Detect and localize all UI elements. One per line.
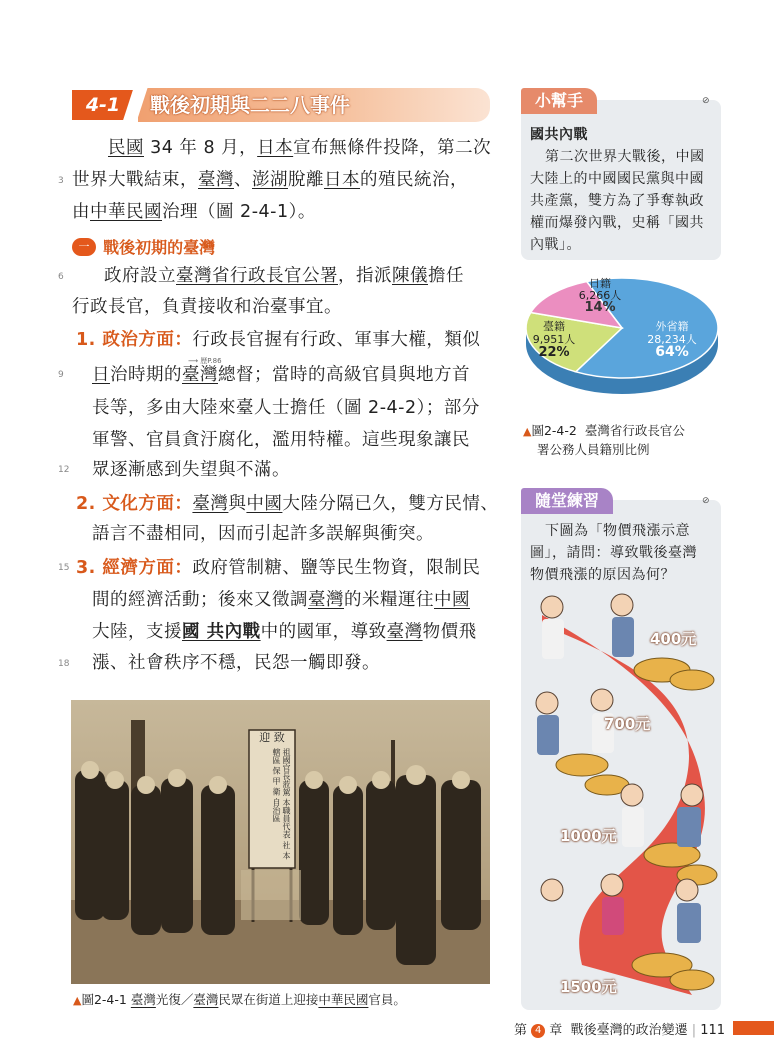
point2-label: 2. 文化方面： [76, 494, 193, 514]
footer-accent-bar [733, 1021, 774, 1035]
para1-line1: 民國 34 年 8 月，日本宣布無條件投降，第二次 [108, 138, 492, 158]
point1-line3: 長等，多由大陸來臺人士擔任（圖 2-4-2）；部分 [92, 398, 480, 418]
para2-line1: 政府設立臺灣省行政長官公署，指派陳儀擔任 [104, 266, 464, 286]
slice-label-taiwanese: 臺籍 9,951人 22% [532, 320, 576, 360]
point3-label: 3. 經濟方面： [76, 558, 193, 578]
point1-line5: 眾逐漸感到失望與不滿。 [92, 460, 290, 480]
price-label: 400元 [650, 630, 697, 648]
chapter-number: 4 [531, 1024, 545, 1038]
slice-label-japanese: 日籍 6,266人 14% [578, 277, 622, 315]
page-number: 111 [700, 1023, 726, 1038]
section-header [72, 88, 490, 122]
point1-line1: 1. 政治方面：行政長官握有行政、軍事大權，類似 [76, 330, 481, 350]
price-label: 700元 [604, 715, 651, 733]
pin-icon: ⊘ [702, 96, 710, 106]
banner-text: 祖國官長蒞駕 本職員代表 社 本轄區 保 甲 衛 自治區 [272, 748, 291, 860]
line-number: 9 [58, 370, 64, 380]
line-number: 12 [58, 465, 70, 475]
line-number: 6 [58, 272, 64, 282]
practice-line: 下圖為「物價飛漲示意 [545, 523, 690, 539]
practice-line: 物價飛漲的原因為何？ [530, 567, 675, 583]
practice-line: 圖」，請問：導致戰後臺灣 [530, 545, 697, 561]
para2-line2: 行政長官，負責接收和治臺事宜。 [72, 297, 342, 317]
helper-line: 共產黨，雙方為了爭奪執政 [530, 193, 704, 209]
para1-line3: 由中華民國治理（圖 2-4-1）。 [72, 202, 316, 222]
point1-label: 1. 政治方面： [76, 330, 193, 350]
line-number: 3 [58, 176, 64, 186]
point2-line1: 2. 文化方面：臺灣與中國大陸分隔已久，雙方民情、 [76, 494, 499, 514]
page-reference: ⟶ 歷P.86 [188, 357, 222, 365]
helper-tab: 小幫手 [521, 88, 597, 114]
section-number: 4-1 [72, 90, 134, 120]
line-number: 18 [58, 659, 70, 669]
point3-line1: 3. 經濟方面：政府管制糖、鹽等民生物資，限制民 [76, 558, 481, 578]
subheading [72, 235, 215, 257]
section-title: 戰後初期與二二八事件 [150, 93, 350, 117]
subheading-text: 戰後初期的臺灣 [103, 238, 216, 257]
term: 民國 [108, 138, 144, 158]
helper-line: 第二次世界大戰後，中國 [545, 149, 705, 165]
helper-line: 大陸上的中國國民黨與中國 [530, 171, 704, 187]
historical-photo [71, 700, 490, 984]
caption-triangle-icon: ▲ [523, 425, 532, 438]
point3-line3: 大陸，支援國 共內戰中的國軍，導致臺灣物價飛 [92, 622, 477, 642]
point2-line2: 語言不盡相同，因而引起許多誤解與衝突。 [92, 524, 434, 544]
slice-label-mainland: 外省籍 28,234人 64% [647, 320, 697, 360]
term: 日本 [257, 138, 294, 158]
chapter-title: 戰後臺灣的政治變遷 [570, 1023, 688, 1038]
point1-line4: 軍警、官員貪汙腐化，濫用特權。這些現象讓民 [92, 430, 470, 450]
price-label: 1500元 [560, 978, 617, 996]
helper-heading: 國共內戰 [530, 127, 588, 143]
subheading-badge: 一 [72, 238, 96, 256]
point3-line4: 漲、社會秩序不穩，民怨一觸即發。 [92, 653, 380, 673]
point1-line2: 日治時期的臺灣總督；當時的高級官員與地方首 [92, 365, 470, 385]
para1-line2: 世界大戰結束，臺灣、澎湖脫離日本的殖民統治， [72, 170, 468, 190]
line-number: 15 [58, 563, 70, 573]
pin-icon: ⊘ [702, 496, 710, 506]
price-label: 1000元 [560, 827, 617, 845]
helper-line: 權而爆發內戰，史稱「國共 [530, 215, 704, 231]
caption-triangle-icon: ▲ [73, 994, 82, 1007]
helper-line: 內戰」。 [530, 237, 581, 253]
page-footer: 第 4 章 戰後臺灣的政治變遷 | 111 [514, 1023, 726, 1038]
photo-caption: ▲圖2-4-1 臺灣光復／臺灣民眾在街道上迎接中華民國官員。 [73, 992, 406, 1007]
banner-heading: 迎 致 [259, 731, 285, 744]
practice-tab: 隨堂練習 [521, 488, 613, 514]
chart-caption: ▲圖2-4-2 臺灣省行政長官公 署公務人員籍別比例 [523, 423, 685, 457]
point3-line2: 間的經濟活動；後來又徵調臺灣的米糧運往中國 [92, 590, 470, 610]
pie-labels [520, 268, 725, 418]
